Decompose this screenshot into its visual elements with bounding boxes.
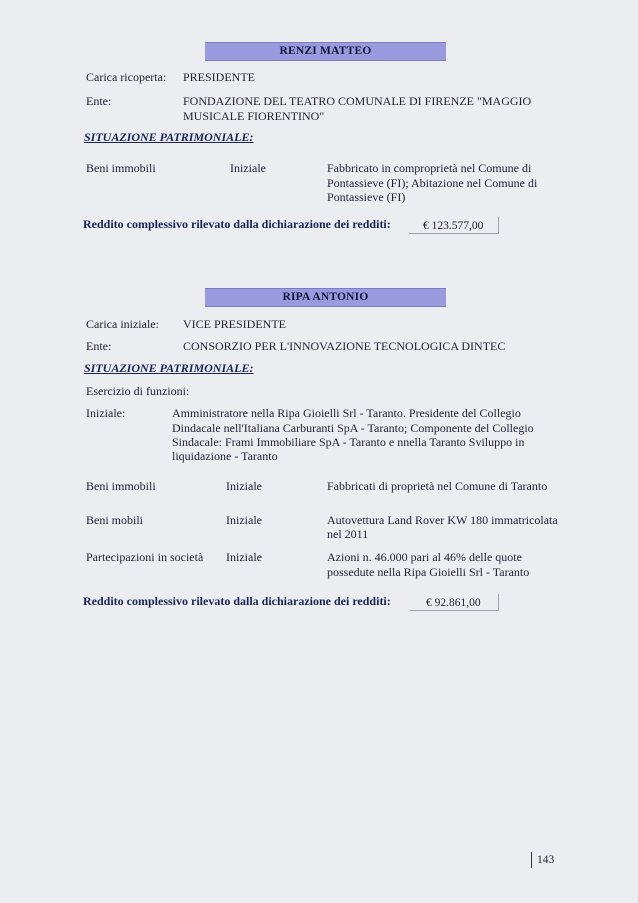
functions-label: Esercizio di funzioni:: [86, 384, 190, 398]
ente-label: Ente:: [86, 94, 112, 108]
page-number: 143: [531, 852, 554, 868]
income-label: Reddito complessivo rilevato dalla dichiarazione dei redditi:: [83, 594, 391, 608]
asset-type: Beni mobili: [86, 513, 143, 527]
income-amount: € 123.577,00: [423, 220, 484, 232]
asset-description-line: nel 2011: [327, 527, 369, 541]
asset-description-line: possedute nella Ripa Gioielli Srl - Taranto: [327, 565, 530, 579]
asset-description-line: Fabbricati di proprietà nel Comune di Taranto: [327, 479, 548, 493]
person-name-bar: RENZI MATTEO: [205, 42, 446, 61]
asset-status: Iniziale: [226, 513, 262, 527]
role-value: VICE PRESIDENTE: [183, 317, 286, 331]
income-amount-box: [410, 594, 499, 611]
section-title: SITUAZIONE PATRIMONIALE:: [84, 130, 254, 144]
initial-functions-line: Sindacale: Frami Immobiliare SpA - Taranto e nnella Taranto Sviluppo in: [172, 435, 525, 449]
role-label: Carica iniziale:: [86, 317, 159, 331]
income-amount-box: [409, 217, 499, 234]
section-title: SITUAZIONE PATRIMONIALE:: [84, 361, 254, 375]
asset-description-line: Pontassieve (FI): [327, 190, 406, 204]
asset-type: Beni immobili: [86, 479, 156, 493]
initial-functions-line: liquidazione - Taranto: [172, 449, 278, 463]
asset-status: Iniziale: [230, 161, 266, 175]
asset-description-line: Azioni n. 46.000 pari al 46% delle quote: [327, 550, 522, 564]
role-label: Carica ricoperta:: [86, 70, 167, 84]
ente-value-line: FONDAZIONE DEL TEATRO COMUNALE DI FIRENZE "MAGGIO: [183, 94, 532, 108]
asset-type: Partecipazioni in società: [86, 550, 204, 564]
asset-status: Iniziale: [226, 550, 262, 564]
asset-status: Iniziale: [226, 479, 262, 493]
income-label: Reddito complessivo rilevato dalla dichiarazione dei redditi:: [83, 217, 391, 231]
initial-functions-line: Dindacale nell'Italiana Carburanti SpA - Taranto; Componente del Collegio: [172, 421, 534, 435]
asset-type: Beni immobili: [86, 161, 156, 175]
income-amount: € 92.861,00: [426, 597, 481, 609]
asset-description-line: Fabbricato in comproprietà nel Comune di: [327, 161, 532, 175]
person-name-bar: RIPA ANTONIO: [205, 288, 446, 307]
role-value: PRESIDENTE: [183, 70, 255, 84]
initial-label: Iniziale:: [86, 406, 126, 420]
initial-functions-line: Amministratore nella Ripa Gioielli Srl - Taranto. Presidente del Collegio: [172, 406, 521, 420]
asset-description-line: Autovettura Land Rover KW 180 immatricolata: [327, 513, 558, 527]
ente-label: Ente:: [86, 339, 112, 353]
ente-value-line: MUSICALE FIORENTINO": [183, 109, 325, 123]
ente-value-line: CONSORZIO PER L'INNOVAZIONE TECNOLOGICA DINTEC: [183, 339, 506, 353]
asset-description-line: Pontassieve (FI); Abitazione nel Comune di: [327, 176, 538, 190]
